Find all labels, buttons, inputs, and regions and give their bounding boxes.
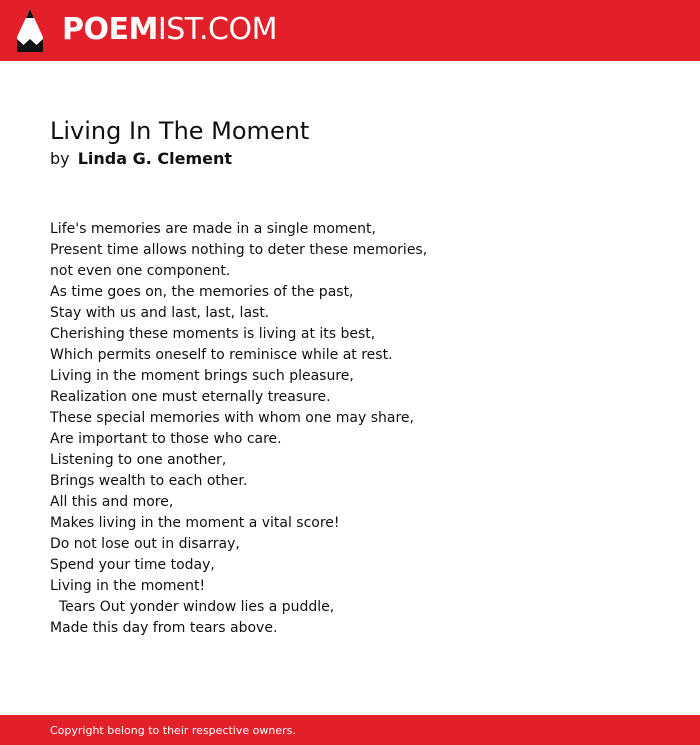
poem-line: These special memories with whom one may share, (50, 410, 414, 426)
by-label: by (50, 149, 70, 168)
logo-light-text: IST.COM (157, 12, 277, 47)
poem-line: Living in the moment brings such pleasure, (50, 368, 354, 384)
poem-line: Stay with us and last, last, last. (50, 305, 270, 321)
poem-line: Do not lose out in disarray, (50, 536, 240, 552)
poem-line: Spend your time today, (50, 557, 215, 573)
site-logo-link[interactable] (62, 12, 277, 48)
poem-line: As time goes on, the memories of the past, (50, 284, 354, 300)
poem-line: Which permits oneself to reminisce while at rest. (50, 347, 393, 363)
logo-bold-text: POEM (62, 12, 158, 47)
poem-line: Listening to one another, (50, 452, 227, 468)
site-header (0, 0, 700, 61)
poem-line: Present time allows nothing to deter these memories, (50, 242, 428, 258)
poem-line: Living in the moment! (50, 578, 206, 594)
copyright-text: Copyright belong to their respective owners. (50, 724, 296, 737)
poem-title: Living In The Moment (50, 117, 310, 145)
poem-line: Brings wealth to each other. (50, 473, 248, 489)
poem-line: Tears Out yonder window lies a puddle, (50, 599, 335, 615)
poem-line: not even one component. (50, 263, 231, 279)
poem-line: All this and more, (50, 494, 174, 510)
pencil-tip-icon (17, 9, 43, 52)
poem-body (50, 219, 427, 639)
poem-line: Realization one must eternally treasure. (50, 389, 331, 405)
poem-line: Makes living in the moment a vital score! (50, 515, 340, 531)
site-footer (0, 715, 700, 745)
poem-line: Life's memories are made in a single moment, (50, 221, 376, 237)
poem-line: Cherishing these moments is living at its best, (50, 326, 376, 342)
poem-line: Made this day from tears above. (50, 620, 278, 636)
poem-line: Are important to those who care. (50, 431, 282, 447)
author-name: Linda G. Clement (77, 149, 233, 168)
poem-byline (50, 148, 232, 170)
